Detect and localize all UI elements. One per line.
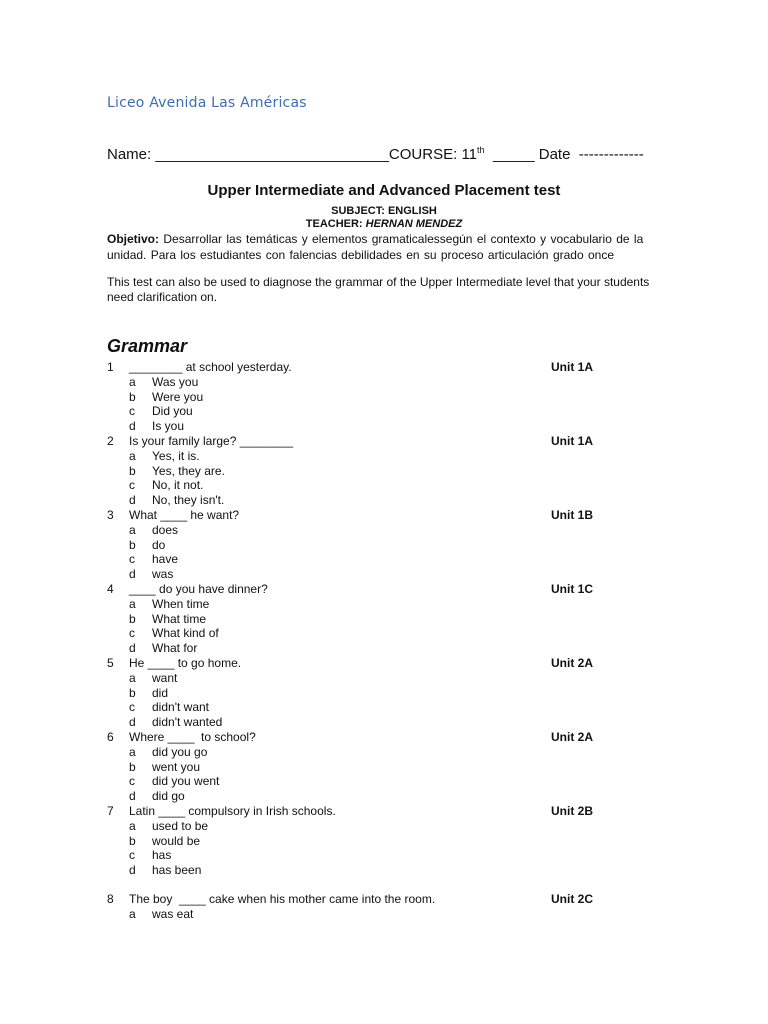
option-letter: a (129, 744, 136, 759)
option-text: was eat (152, 906, 194, 921)
option-letter: a (129, 522, 136, 537)
option-text: has (152, 848, 172, 863)
answer-option (107, 375, 627, 390)
option-text: want (152, 670, 178, 685)
option-letter: d (129, 419, 136, 434)
option-letter: c (129, 774, 135, 789)
question-text: ____ do you have dinner? (129, 581, 268, 596)
option-letter: b (129, 389, 136, 404)
answer-option (107, 789, 627, 804)
option-text: No, it not. (152, 478, 204, 493)
option-text: did you went (152, 774, 220, 789)
question-spacer (107, 878, 627, 892)
option-letter: d (129, 863, 136, 878)
option-letter: d (129, 493, 136, 508)
answer-option (107, 523, 627, 538)
option-text: didn't wanted (152, 715, 223, 730)
option-letter: b (129, 833, 136, 848)
question-number: 8 (107, 891, 114, 906)
answer-option (107, 671, 627, 686)
answer-option (107, 774, 627, 789)
option-letter: c (129, 626, 135, 641)
option-text: Was you (152, 374, 199, 389)
answer-option (107, 538, 627, 553)
option-text: didn't want (152, 700, 209, 715)
option-letter: d (129, 715, 136, 730)
option-letter: d (129, 641, 136, 656)
option-text: did go (152, 789, 185, 804)
question-number: 5 (107, 655, 114, 670)
answer-option (107, 404, 627, 419)
option-letter: d (129, 789, 136, 804)
answer-option (107, 567, 627, 582)
question-unit: Unit 1A (551, 433, 593, 448)
option-text: used to be (152, 818, 209, 833)
question-text: Latin ____ compulsory in Irish schools. (129, 803, 336, 818)
option-text: did (152, 685, 169, 700)
option-letter: a (129, 374, 136, 389)
question-row (107, 804, 627, 819)
option-text: does (152, 522, 179, 537)
option-text: Were you (152, 389, 204, 404)
question-row (107, 508, 627, 523)
answer-option (107, 419, 627, 434)
question-number: 4 (107, 581, 114, 596)
option-letter: a (129, 596, 136, 611)
test-title: Upper Intermediate and Advanced Placement test (207, 182, 561, 199)
option-text: No, they isn't. (152, 493, 225, 508)
question-unit: Unit 2A (551, 655, 593, 670)
answer-option (107, 760, 627, 775)
option-letter: a (129, 906, 136, 921)
option-letter: a (129, 818, 136, 833)
question-row (107, 656, 627, 671)
option-letter: b (129, 611, 136, 626)
question-text: ________ at school yesterday. (129, 360, 292, 374)
question-row (107, 434, 627, 449)
option-letter: b (129, 685, 136, 700)
option-text: What kind of (152, 626, 219, 641)
answer-option (107, 745, 627, 760)
question-text: Is your family large? ________ (129, 433, 294, 448)
option-letter: b (129, 537, 136, 552)
option-letter: a (129, 448, 136, 463)
teacher-line (0, 218, 768, 230)
answer-option (107, 493, 627, 508)
option-letter: a (129, 670, 136, 685)
answer-option (107, 449, 627, 464)
name-course-label: Name: ____________________________COURSE: 11 (107, 146, 478, 163)
question-text: He ____ to go home. (129, 655, 242, 670)
name-course-date-line (107, 146, 644, 163)
teacher-name: HERNAN MENDEZ (365, 218, 463, 230)
option-letter: c (129, 404, 135, 419)
option-letter: b (129, 759, 136, 774)
answer-option (107, 641, 627, 656)
option-text: What time (152, 611, 207, 626)
objetivo-text: Desarrollar las temáticas y elementos gramaticalessegún el contexto y vocabulario de la unidad. Para los estudiantes con falencias debilidades en su proceso articulación grado once (107, 232, 644, 262)
option-text: Yes, it is. (152, 448, 200, 463)
question-unit: Unit 1B (551, 507, 593, 522)
option-letter: c (129, 848, 135, 863)
option-letter: c (129, 478, 135, 493)
school-name: Liceo Avenida Las Américas (107, 95, 307, 111)
answer-option (107, 478, 627, 493)
question-row (107, 730, 627, 745)
answer-option (107, 597, 627, 612)
option-text: did you go (152, 744, 208, 759)
question-text: The boy ____ cake when his mother came into the room. (129, 891, 436, 906)
option-letter: d (129, 567, 136, 582)
section-heading: Grammar (107, 336, 188, 356)
question-number: 1 (107, 360, 114, 374)
objetivo-paragraph (107, 231, 667, 263)
answer-option (107, 626, 627, 641)
question-list (107, 360, 627, 921)
answer-option (107, 464, 627, 479)
option-text: When time (152, 596, 210, 611)
question-number: 3 (107, 507, 114, 522)
intro-paragraph: This test can also be used to diagnose the grammar of the Upper Intermediate level that your students need clarification on. (107, 275, 650, 304)
option-letter: c (129, 700, 135, 715)
question-row (107, 360, 627, 375)
answer-option (107, 819, 627, 834)
teacher-label: TEACHER: (305, 218, 366, 230)
option-text: have (152, 552, 179, 567)
option-letter: c (129, 552, 135, 567)
answer-option (107, 715, 627, 730)
question-number: 6 (107, 729, 114, 744)
question-number: 2 (107, 433, 114, 448)
answer-option (107, 686, 627, 701)
question-row (107, 582, 627, 597)
option-text: What for (152, 641, 198, 656)
answer-option (107, 907, 627, 922)
option-text: would be (152, 833, 201, 848)
question-unit: Unit 1A (551, 360, 593, 374)
question-unit: Unit 2A (551, 729, 593, 744)
question-text: Where ____ to school? (129, 729, 256, 744)
subject-line: SUBJECT: ENGLISH (331, 205, 437, 217)
answer-option (107, 700, 627, 715)
option-text: do (152, 537, 166, 552)
objetivo-label: Objetivo: (107, 232, 160, 246)
course-superscript: th (477, 145, 485, 155)
option-text: has been (152, 863, 202, 878)
question-unit: Unit 2C (551, 891, 593, 906)
option-text: Is you (152, 419, 185, 434)
option-text: was (152, 567, 174, 582)
option-text: Yes, they are. (152, 463, 225, 478)
answer-option (107, 834, 627, 849)
option-text: Did you (152, 404, 193, 419)
date-label: _____ Date ------------- (484, 146, 644, 163)
option-text: went you (152, 759, 201, 774)
question-unit: Unit 2B (551, 803, 593, 818)
question-text: What ____ he want? (129, 507, 240, 522)
answer-option (107, 552, 627, 567)
question-number: 7 (107, 803, 114, 818)
question-row (107, 892, 627, 907)
option-letter: b (129, 463, 136, 478)
question-unit: Unit 1C (551, 581, 593, 596)
answer-option (107, 863, 627, 878)
answer-option (107, 612, 627, 627)
answer-option (107, 848, 627, 863)
answer-option (107, 390, 627, 405)
